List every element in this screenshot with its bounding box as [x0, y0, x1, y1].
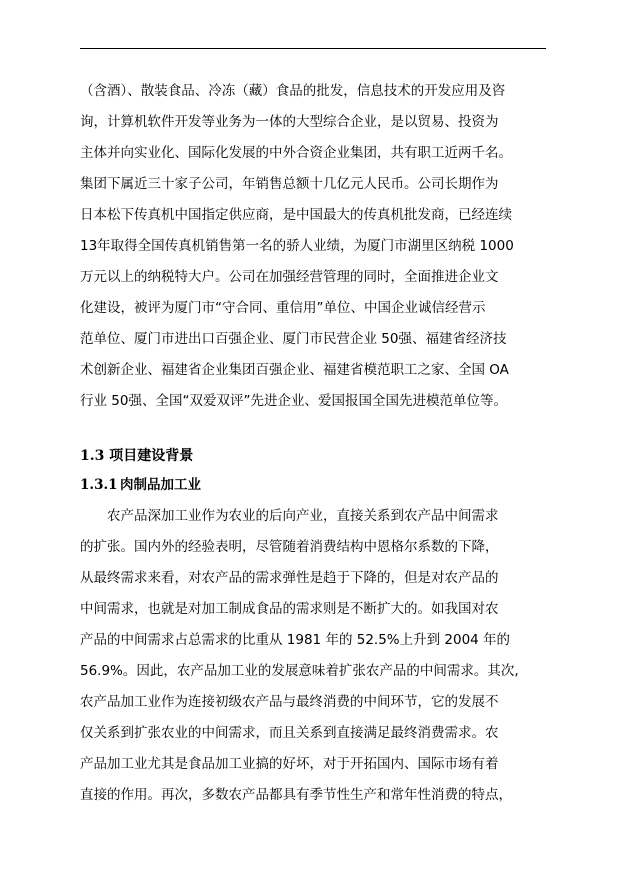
text-line: 的扩张。国内外的经验表明，尽管随着消费结构中恩格尔系数的下降，	[80, 539, 499, 555]
text-line: 13年取得全国传真机销售第一名的骄人业绩，为厦门市湖里区纳税 1000	[80, 238, 514, 254]
text-line: 仅关系到扩张农业的中间需求，而且关系到直接满足最终消费需求。农	[80, 725, 499, 741]
subsection-title: 肉制品加工业	[120, 477, 201, 493]
text-line: 从最终需求来看，对农产品的需求弹性是趋于下降的，但是对农产品的	[80, 570, 499, 586]
text-line: 产品的中间需求占总需求的比重从 1981 年的 52.5%上升到 2004 年的	[80, 632, 511, 648]
subsection-number: 1.3.1	[80, 477, 118, 493]
text-line: 万元以上的纳税特大户。公司在加强经营管理的同时，全面推进企业文	[80, 269, 499, 285]
text-line: 询，计算机软件开发等业务为一体的大型综合企业，是以贸易、投资为	[80, 114, 499, 130]
text-line: 范单位、厦门市进出口百强企业、厦门市民营企业 50强、福建省经济技	[80, 331, 507, 347]
subsection-heading	[80, 476, 201, 494]
text-line: 农产品加工业作为连接初级农产品与最终消费的中间环节，它的发展不	[80, 694, 499, 710]
text-line: 主体并向实业化、国际化发展的中外合资企业集团，共有职工近两千名。	[80, 145, 512, 161]
text-line: 术创新企业、福建省企业集团百强企业、福建省模范职工之家、全国 OA	[80, 362, 509, 378]
text-line: （含酒）、散装食品、冷冻（藏）食品的批发，信息技术的开发应用及咨	[80, 83, 506, 99]
text-line: 行业 50强、全国“双爱双评”先进企业、爱国报国全国先进模范单位等。	[80, 393, 507, 409]
text-line: 农产品深加工业作为农业的后向产业，直接关系到农产品中间需求	[107, 508, 499, 524]
text-line: 56.9%。因此，农产品加工业的发展意味着扩张农产品的中间需求。其次,	[80, 663, 519, 679]
text-line: 中间需求，也就是对加工制成食品的需求则是不断扩大的。如我国对农	[80, 601, 499, 617]
text-line: 集团下属近三十家子公司，年销售总额十几亿元人民币。公司长期作为	[80, 176, 499, 192]
header-rule	[80, 48, 546, 49]
text-line: 直接的作用。再次，多数农产品都具有季节性生产和常年性消费的特点，	[80, 787, 512, 803]
text-line: 日本松下传真机中国指定供应商，是中国最大的传真机批发商，已经连续	[80, 207, 512, 223]
section-heading: 1.3 项目建设背景	[80, 448, 194, 464]
text-line: 产品加工业尤其是食品加工业搞的好坏，对于开拓国内、国际市场有着	[80, 756, 499, 772]
text-line: 化建设，被评为厦门市“守合同、重信用”单位、中国企业诚信经营示	[80, 300, 486, 316]
